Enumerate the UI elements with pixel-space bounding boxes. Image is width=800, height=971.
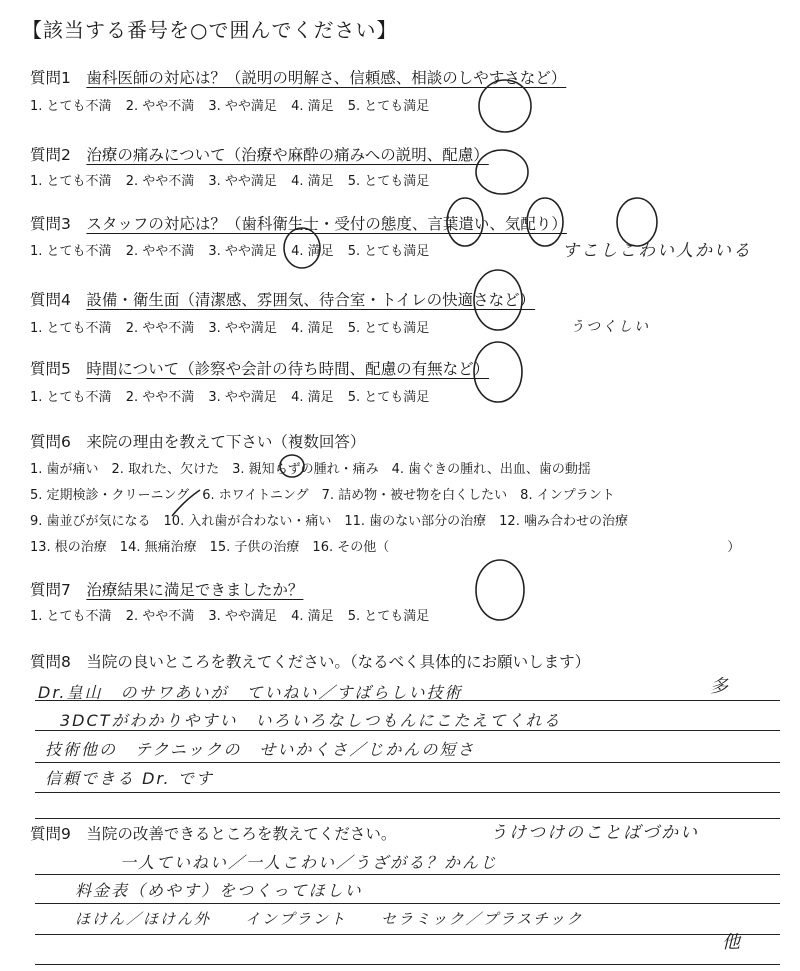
- answer-text: 一人ていねい／一人こわい／うざがる？かんじ: [120, 853, 499, 872]
- answer-line: [35, 792, 780, 793]
- question-label: 質問3: [30, 215, 71, 233]
- question-3: [30, 212, 567, 234]
- question-5-options: [30, 386, 439, 405]
- option-3[interactable]: 3. やや満足: [208, 99, 277, 114]
- question-5: [30, 357, 489, 379]
- handwritten-note: うつくしい: [570, 319, 650, 335]
- option-5[interactable]: 5. とても満足: [347, 321, 430, 336]
- inline-answer: うけつけのことばづかい: [490, 823, 699, 843]
- option-4[interactable]: 4. 満足: [291, 244, 334, 259]
- answer-line: [35, 874, 780, 875]
- question-4: [30, 288, 535, 310]
- answer-text: 3DCTがわかりやすい いろいろなしつもんにこたえてくれる: [60, 711, 562, 730]
- answer-line: [35, 903, 780, 904]
- option-1[interactable]: 1. とても不満: [30, 390, 112, 405]
- answer-text: 料金表（めやす）をつくってほしい: [75, 881, 363, 900]
- question-label: 質問4: [30, 291, 71, 309]
- question-label: 質問7: [30, 581, 71, 599]
- margin-mark: 多: [710, 676, 730, 697]
- option-3[interactable]: 3. やや満足: [208, 244, 277, 259]
- question-1-options: [30, 95, 439, 114]
- option-1[interactable]: 1. とても不満: [30, 321, 112, 336]
- question-2-options: [30, 170, 439, 189]
- option-4[interactable]: 4. 満足: [291, 174, 334, 189]
- question-label: 質問2: [30, 146, 71, 164]
- question-6-line-4[interactable]: 13. 根の治療 14. 無痛治療 15. 子供の治療 16. その他（ ）: [30, 540, 741, 555]
- option-2[interactable]: 2. やや不満: [125, 390, 195, 405]
- option-1[interactable]: 1. とても不満: [30, 244, 112, 259]
- question-label: 質問6: [30, 433, 71, 451]
- question-7: [30, 578, 303, 600]
- question-text: 治療結果に満足できましたか？: [86, 581, 304, 599]
- option-5[interactable]: 5. とても満足: [347, 390, 430, 405]
- option-5[interactable]: 5. とても満足: [347, 174, 430, 189]
- option-5[interactable]: 5. とても満足: [347, 244, 430, 259]
- option-3[interactable]: 3. やや満足: [208, 321, 277, 336]
- option-4[interactable]: 4. 満足: [291, 321, 334, 336]
- option-5[interactable]: 5. とても満足: [347, 609, 430, 624]
- option-4[interactable]: 4. 満足: [291, 99, 334, 114]
- margin-mark: 他: [722, 932, 742, 953]
- option-4[interactable]: 4. 満足: [291, 609, 334, 624]
- question-4-options: [30, 317, 439, 336]
- option-3[interactable]: 3. やや満足: [208, 174, 277, 189]
- question-6-line-3[interactable]: 9. 歯並びが気になる 10. 入れ歯が合わない・痛い 11. 歯のない部分の治療 12. 噛み合わせの治療: [30, 514, 628, 529]
- answer-line: [35, 964, 780, 965]
- handwritten-note: すこしこわい人かいる: [562, 241, 752, 261]
- option-2[interactable]: 2. やや不満: [125, 321, 195, 336]
- option-2[interactable]: 2. やや不満: [125, 244, 195, 259]
- question-text: 当院の改善できるところを教えてください。: [86, 825, 397, 843]
- option-2[interactable]: 2. やや不満: [125, 174, 195, 189]
- question-text: 治療の痛みについて（治療や麻酔の痛みへの説明、配慮）: [86, 146, 489, 164]
- question-1: [30, 66, 566, 88]
- question-6-line-2[interactable]: 5. 定期検診・クリーニング 6. ホワイトニング 7. 詰め物・被せ物を白くしたい 8. インプラント: [30, 488, 615, 503]
- option-5[interactable]: 5. とても満足: [347, 99, 430, 114]
- option-1[interactable]: 1. とても不満: [30, 609, 112, 624]
- answer-text: 信頼できる Dr. です: [45, 769, 214, 788]
- answer-line: [35, 934, 780, 935]
- option-3[interactable]: 3. やや満足: [208, 609, 277, 624]
- question-label: 質問1: [30, 69, 71, 87]
- question-label: 質問9: [30, 825, 71, 843]
- question-3-options: [30, 240, 439, 259]
- question-6: [30, 430, 365, 452]
- option-2[interactable]: 2. やや不満: [125, 609, 195, 624]
- option-2[interactable]: 2. やや不満: [125, 99, 195, 114]
- option-1[interactable]: 1. とても不満: [30, 99, 112, 114]
- answer-line: [35, 762, 780, 763]
- question-text: 歯科医師の対応は？（説明の明解さ、信頼感、相談のしやすさなど）: [86, 69, 567, 87]
- question-text: 当院の良いところを教えてください。（なるべく具体的にお願いします）: [86, 653, 591, 671]
- question-label: 質問8: [30, 653, 71, 671]
- page-title: 【該当する番号を○で囲んでください】: [22, 18, 398, 42]
- answer-text: Dr.皇山 のサワあいが ていねい／すばらしい技術: [38, 683, 463, 702]
- question-text: 時間について（診察や会計の待ち時間、配慮の有無など）: [86, 360, 490, 378]
- option-3[interactable]: 3. やや満足: [208, 390, 277, 405]
- question-7-options: [30, 605, 439, 624]
- question-label: 質問5: [30, 360, 71, 378]
- question-text: スタッフの対応は？（歯科衛生士・受付の態度、言葉遣い、気配り）: [86, 215, 567, 233]
- question-8: [30, 650, 590, 672]
- answer-text: 技術他の テクニックの せいかくさ／じかんの短さ: [45, 740, 476, 759]
- question-9: [30, 822, 396, 844]
- question-2: [30, 143, 489, 165]
- answer-text: ほけん／ほけん外 インプラント セラミック／プラスチック: [75, 910, 584, 928]
- question-6-line-1[interactable]: 1. 歯が痛い 2. 取れた、欠けた 3. 親知らずの腫れ・痛み 4. 歯ぐきの腫れ、出血、歯の動揺: [30, 462, 591, 477]
- question-text: 設備・衛生面（清潔感、雰囲気、待合室・トイレの快適さなど）: [86, 291, 536, 309]
- option-4[interactable]: 4. 満足: [291, 390, 334, 405]
- question-text: 来院の理由を教えて下さい（複数回答）: [86, 433, 366, 451]
- option-1[interactable]: 1. とても不満: [30, 174, 112, 189]
